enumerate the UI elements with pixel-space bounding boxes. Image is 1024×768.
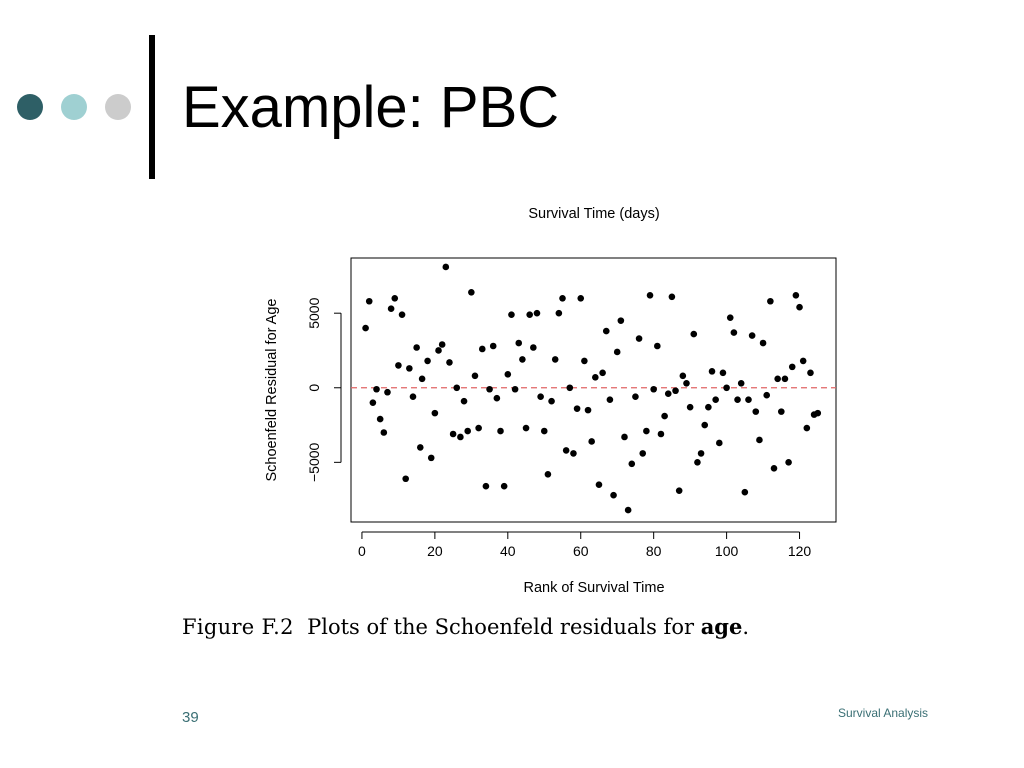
data-point [479,346,486,353]
data-point [566,384,573,391]
data-point [453,384,460,391]
data-point [603,328,610,335]
data-point [705,404,712,411]
x-tick-label: 40 [500,543,516,559]
data-point [760,340,767,347]
data-point [607,396,614,403]
x-tick-label: 120 [787,543,812,559]
data-point [388,305,395,312]
data-point [435,347,442,354]
data-point [592,374,599,381]
data-point [636,335,643,342]
data-point [661,413,668,420]
caption-text: Plots of the Schoenfeld residuals for [307,615,695,639]
data-point [526,311,533,318]
data-point [727,314,734,321]
data-point [639,450,646,457]
data-point [782,376,789,383]
data-point [443,264,450,271]
data-point [417,444,424,451]
data-point [373,386,380,393]
data-point [690,331,697,338]
data-point [618,317,625,324]
data-point [362,325,369,332]
data-point [650,386,657,393]
data-point [370,399,377,406]
data-point [464,428,471,435]
x-tick-label: 0 [358,543,366,559]
x-tick-label: 20 [427,543,443,559]
data-point [413,344,420,351]
data-point [585,407,592,414]
data-point [756,437,763,444]
data-point [734,396,741,403]
figure-caption [182,614,749,639]
data-point [683,380,690,387]
data-point [475,425,482,432]
data-point [654,343,661,350]
data-point [807,370,814,377]
data-point [731,329,738,336]
y-axis-label: Schoenfeld Residual for Age [264,298,280,482]
data-point [745,396,752,403]
data-point [796,304,803,311]
data-point [577,295,584,302]
data-point [574,405,581,412]
data-point [752,408,759,415]
x-axis-label: Rank of Survival Time [523,580,665,596]
data-point [530,344,537,351]
data-point [738,380,745,387]
data-point [545,471,552,478]
data-point [508,311,515,318]
data-point [523,425,530,432]
slide-title: Example: PBC [182,75,560,140]
data-point [461,398,468,405]
data-point [669,293,676,300]
data-point [771,465,778,472]
data-point [534,310,541,317]
data-point [570,450,577,457]
data-point [406,365,413,372]
data-point [457,434,464,441]
data-point [789,364,796,371]
data-point [709,368,716,375]
data-point [548,398,555,405]
data-point [596,481,603,488]
data-point [402,475,409,482]
data-point [395,362,402,369]
data-point [428,455,435,462]
data-point [785,459,792,466]
y-tick-label: 0 [306,383,322,392]
data-point [366,298,373,305]
chart-title: Survival Time (days) [528,206,660,222]
data-point [552,356,559,363]
data-point [391,295,398,302]
data-point [632,393,639,400]
data-point [439,341,446,348]
data-point [694,459,701,466]
data-point [497,428,504,435]
y-tick-label: −5000 [306,442,322,483]
data-point [384,389,391,396]
data-point [610,492,617,499]
data-point [778,408,785,415]
data-point [563,447,570,454]
data-point [676,487,683,494]
data-point [720,370,727,377]
data-point [581,358,588,365]
data-point [647,292,654,299]
data-point [614,349,621,356]
data-point [814,410,821,417]
data-point [749,332,756,339]
data-point [588,438,595,445]
data-point [450,431,457,438]
x-tick-label: 60 [572,543,589,559]
data-point [537,393,544,400]
data-point [767,298,774,305]
data-point [687,404,694,411]
caption-figure-number: Figure F.2 [182,615,294,639]
data-point [494,395,501,402]
data-point [665,390,672,397]
data-point [672,387,679,394]
x-tick-label: 80 [645,543,662,559]
plot-frame [351,258,836,522]
data-point [723,384,730,391]
data-point [698,450,705,457]
data-point [763,392,770,399]
data-point [712,396,719,403]
data-point [559,295,566,302]
caption-variable: age [700,614,743,639]
data-point [468,289,475,296]
data-point [512,386,519,393]
data-point [519,356,526,363]
data-point [515,340,522,347]
x-tick-label: 100 [714,543,739,559]
data-point [742,489,749,496]
data-point [377,416,384,423]
data-point [599,370,606,377]
page-number: 39 [182,709,199,726]
data-point [432,410,439,417]
data-point [399,311,406,318]
data-point [505,371,512,378]
data-point [716,440,723,447]
data-point [556,310,563,317]
data-point [483,483,490,490]
data-point [701,422,708,429]
data-point [381,429,388,436]
data-point [793,292,800,299]
data-point [643,428,650,435]
data-point [419,376,426,383]
data-point [486,386,493,393]
data-point [625,507,632,514]
data-point [446,359,453,366]
data-point [800,358,807,365]
y-tick-label: 5000 [306,297,322,329]
data-point [490,343,497,350]
data-point [424,358,431,365]
data-point [774,376,781,383]
data-point [410,393,417,400]
data-point [680,373,687,380]
data-point [804,425,811,432]
data-point [621,434,628,441]
data-point [472,373,479,380]
caption-period: . [742,615,750,639]
data-point [501,483,508,490]
footer-title: Survival Analysis [838,706,929,720]
data-point [628,461,635,468]
data-point [658,431,665,438]
data-point [541,428,548,435]
